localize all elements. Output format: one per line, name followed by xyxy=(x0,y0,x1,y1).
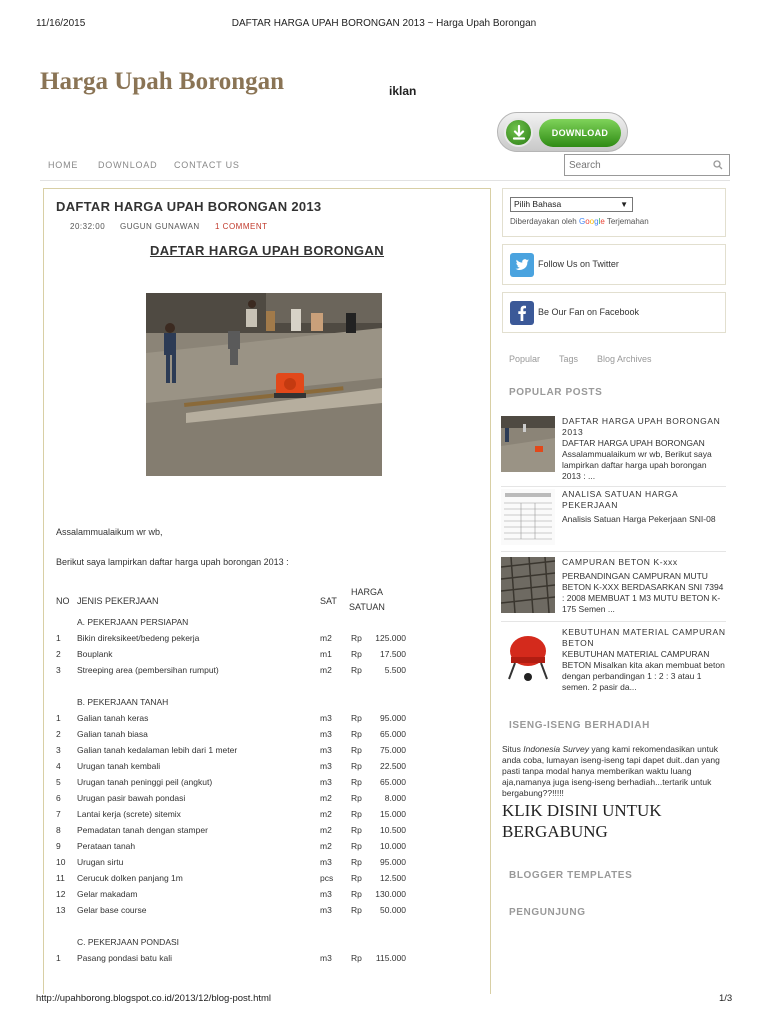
table-row: 6 Urugan pasir bawah pondasi m2 Rp 8.000 xyxy=(56,793,406,803)
section-title: C. PEKERJAAN PONDASI xyxy=(77,937,180,947)
popular-post-snippet: Analisis Satuan Harga Pekerjaan SNI-08 xyxy=(562,514,716,524)
popular-post-thumbnail[interactable] xyxy=(501,489,555,545)
popular-post-snippet: KEBUTUHAN MATERIAL CAMPURAN BETON Misalkan kita akan membuat beton dengan perbandingan 1 : 2 : 3 atau 1 semen. 2 pasir da... xyxy=(562,649,725,692)
search-input[interactable] xyxy=(569,158,709,172)
facebook-label[interactable]: Be Our Fan on Facebook xyxy=(538,307,640,317)
print-header xyxy=(0,18,768,32)
table-row: 3 Streeping area (pembersihan rumput) m2 Rp 5.500 xyxy=(56,665,406,675)
table-row: 12 Gelar makadam m3 Rp 130.000 xyxy=(56,889,406,899)
popular-divider xyxy=(501,551,726,552)
popular-post-item[interactable] xyxy=(501,489,726,547)
section-title: A. PEKERJAAN PERSIAPAN xyxy=(77,617,189,627)
table-row: 11 Cerucuk dolken panjang 1m pcs Rp 12.500 xyxy=(56,873,406,883)
post-time: 20:32:00 xyxy=(70,222,106,231)
blog-title[interactable]: Harga Upah Borongan xyxy=(40,68,285,95)
powered-by-google: Diberdayakan oleh Google Terjemahan xyxy=(510,217,649,226)
post-title[interactable]: DAFTAR HARGA UPAH BORONGAN 2013 xyxy=(56,199,322,214)
tab-tags[interactable]: Tags xyxy=(559,354,579,364)
table-row: 1 Bikin direksikeet/bedeng pekerja m2 Rp 125.000 xyxy=(56,633,406,643)
popular-posts-heading: POPULAR POSTS xyxy=(509,387,603,398)
table-row: 10 Urugan sirtu m3 Rp 95.000 xyxy=(56,857,406,867)
download-button[interactable]: DOWNLOAD xyxy=(539,119,621,147)
visitors-heading: PENGUNJUNG xyxy=(509,907,586,918)
search-icon[interactable] xyxy=(713,160,723,170)
popular-post-thumbnail[interactable] xyxy=(501,416,555,472)
table-row: 1 Pasang pondasi batu kali m3 Rp 115.000 xyxy=(56,953,406,963)
popular-post-item[interactable] xyxy=(501,416,726,482)
table-header-no: NO xyxy=(56,596,70,606)
iseng-heading: ISENG-ISENG BERHADIAH xyxy=(509,720,650,731)
popular-post-snippet: PERBANDINGAN CAMPURAN MUTU BETON K-XXX BERDASARKAN SNI 7394 : 2008 MEMBUAT 1 M3 MUTU BETON K-175 Semen ... xyxy=(562,571,724,614)
popular-post-title[interactable]: CAMPURAN BETON K-xxx xyxy=(562,557,678,567)
popular-post-thumbnail[interactable] xyxy=(501,627,555,683)
nav-contact-us[interactable]: CONTACT US xyxy=(174,160,240,170)
twitter-icon[interactable] xyxy=(510,253,534,277)
print-footer-url: http://upahborong.blogspot.co.id/2013/12/blog-post.html xyxy=(36,993,272,1004)
language-select[interactable]: Pilih Bahasa ▼ xyxy=(510,197,633,212)
nav-divider xyxy=(40,180,730,181)
download-arrow-icon xyxy=(504,118,533,147)
popular-post-title[interactable]: ANALISA SATUAN HARGA PEKERJAAN xyxy=(562,489,678,510)
join-link[interactable]: KLIK DISINI UNTUK BERGABUNG xyxy=(502,801,662,841)
dropdown-arrow-icon: ▼ xyxy=(620,200,628,209)
popular-post-title[interactable]: DAFTAR HARGA UPAH BORONGAN 2013 xyxy=(562,416,721,437)
popular-divider xyxy=(501,486,726,487)
search-box xyxy=(564,154,730,176)
section-title: B. PEKERJAAN TANAH xyxy=(77,697,169,707)
facebook-widget[interactable] xyxy=(502,292,726,333)
content-heading: DAFTAR HARGA UPAH BORONGAN xyxy=(149,243,385,258)
post-author[interactable]: GUGUN GUNAWAN xyxy=(120,222,200,231)
table-row: 7 Lantai kerja (screte) sitemix m2 Rp 15.000 xyxy=(56,809,406,819)
translate-link[interactable]: Terjemahan xyxy=(606,217,649,226)
table-row: 3 Galian tanah kedalaman lebih dari 1 meter m3 Rp 75.000 xyxy=(56,745,406,755)
table-header-harga: HARGA xyxy=(351,587,384,597)
print-page-title: DAFTAR HARGA UPAH BORONGAN 2013 ~ Harga Upah Borongan xyxy=(231,18,537,29)
google-logo: Google xyxy=(578,217,605,226)
popular-post-snippet: DAFTAR HARGA UPAH BORONGAN Assalammualaikum wr wb, Berikut saya lampirkan daftar harga upah borongan 2013 : ... xyxy=(562,438,712,481)
iseng-text: Situs Indonesia Survey yang kami rekomendasikan untuk anda coba, lumayan iseng-iseng tapi dapet duit..dan yang pasti tanpa modal hanya memberikan waktu luang aja,namanya juga iseng-iseng berhadiah...tertarik untuk bergabung??!!!!! xyxy=(502,744,720,798)
popular-post-item[interactable] xyxy=(501,557,726,617)
table-row: 13 Gelar base course m3 Rp 50.000 xyxy=(56,905,406,915)
table-header-jenis: JENIS PEKERJAAN xyxy=(77,596,159,606)
table-row: 9 Perataan tanah m2 Rp 10.000 xyxy=(56,841,406,851)
translate-widget xyxy=(502,188,726,237)
table-row: 2 Bouplank m1 Rp 17.500 xyxy=(56,649,406,659)
nav-home[interactable]: HOME xyxy=(48,160,79,170)
print-date: 11/16/2015 xyxy=(36,18,86,29)
blogger-templates-heading: BLOGGER TEMPLATES xyxy=(509,870,633,881)
tab-popular[interactable]: Popular xyxy=(509,354,541,364)
table-row: 4 Urugan tanah kembali m3 Rp 22.500 xyxy=(56,761,406,771)
popular-post-item[interactable] xyxy=(501,627,726,693)
facebook-icon[interactable] xyxy=(510,301,534,325)
tab-blog-archives[interactable]: Blog Archives xyxy=(597,354,652,364)
nav-download[interactable]: DOWNLOAD xyxy=(98,160,158,170)
table-row: 2 Galian tanah biasa m3 Rp 65.000 xyxy=(56,729,406,739)
print-page-number: 1/3 xyxy=(719,993,733,1004)
table-header-satuan-text: SATUAN xyxy=(349,602,385,612)
popular-post-title[interactable]: KEBUTUHAN MATERIAL CAMPURAN BETON xyxy=(562,627,726,648)
popular-post-thumbnail[interactable] xyxy=(501,557,555,613)
table-row: 1 Galian tanah keras m3 Rp 95.000 xyxy=(56,713,406,723)
indonesia-survey-link[interactable]: Indonesia Survey xyxy=(523,744,589,754)
post-comments-link[interactable]: 1 COMMENT xyxy=(215,222,268,231)
post-greeting: Assalammualaikum wr wb, xyxy=(56,527,163,537)
post-column xyxy=(43,188,491,994)
twitter-widget[interactable] xyxy=(502,244,726,285)
table-header-sat: SAT xyxy=(320,596,337,606)
table-row: 8 Pemadatan tanah dengan stamper m2 Rp 10.500 xyxy=(56,825,406,835)
download-banner[interactable] xyxy=(497,112,628,152)
iklan-label: iklan xyxy=(389,84,417,98)
popular-divider xyxy=(501,621,726,622)
table-row: 5 Urugan tanah peninggi peil (angkut) m3 Rp 65.000 xyxy=(56,777,406,787)
twitter-label[interactable]: Follow Us on Twitter xyxy=(538,259,619,269)
construction-photo xyxy=(146,293,382,476)
post-intro: Berikut saya lampirkan daftar harga upah borongan 2013 : xyxy=(56,557,289,567)
